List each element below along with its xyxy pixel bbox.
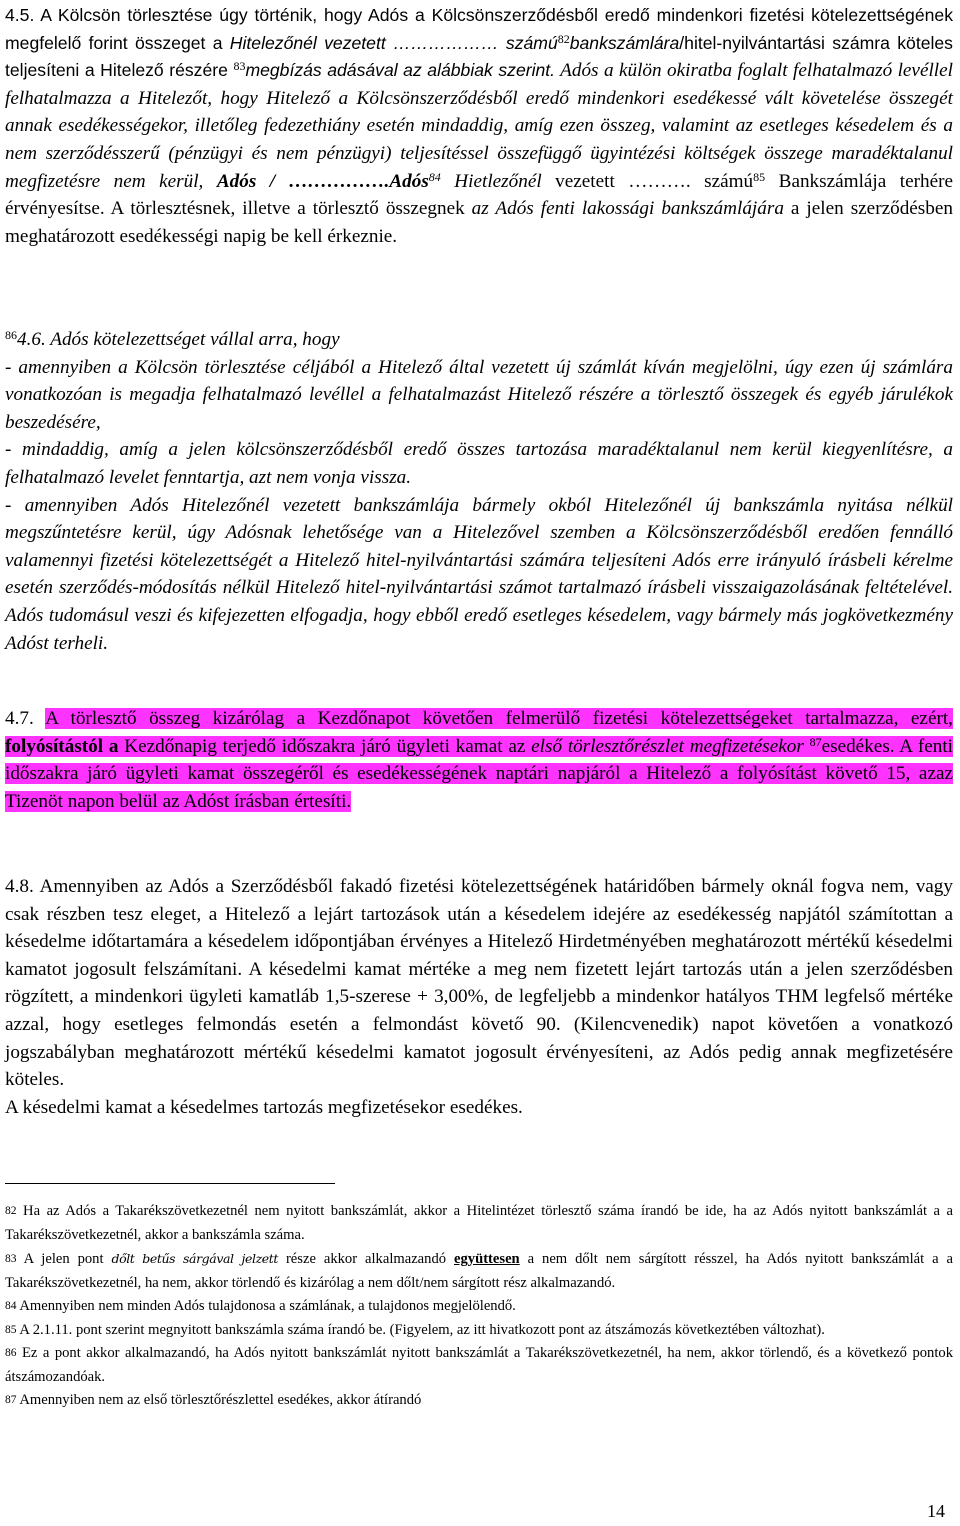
footnote-ref-83: 83 [233,59,246,74]
footnotes [5,1200,953,1413]
footnote-ref-84: 84 [428,169,441,184]
section-4-7 [5,705,953,815]
footnote-87: 87 Amennyiben nem az első törlesztőrészlettel esedékes, akkor átírandó [5,1392,422,1408]
footnote-84: 84 Amennyiben nem minden Adós tulajdonosa a számlának, a tulajdonos megjelölendő. [5,1298,516,1314]
section-4-8-number: 4.8. [5,876,34,897]
section-4-5: 4.5. A Kölcsön törlesztése úgy történik, hogy Adós a Kölcsönszerződésből eredő mindenkori fizetési kötelezettségének megfelelő forint összeget a Hitelezőnél vezetett ……………… számú$^{82}$bankszámlára/hitel-nyilvántartási számra köteles teljesíteni a Hitelező részére $^{83}$megbízás adásával az alábbiak szerint. Adós a külön okiratba foglalt felhatalmazó levéllel felhatalmazza a Hitelezőt, hogy Hitelező a Kölcsönszerződésből eredő mindenkori esedékessé vált követelése összegét annak esedékességekor, illetőleg fedezethiány esetén mindaddig, amíg ezen összeg, valamint az esetleges késedelem és a nem szerződésszerű (pénzügyi és nem pénzügyi) teljesítéssel összefüggő ügyintézési költségek összege maradéktalanul megfizetésre nem kerül, Adós / …………….Adós$^{84}$ Hietlezőnél vezetett ………. számú$^{85}$ Bankszámlája terhére érvényesítse. A törlesztésnek, illetve a törlesztő összegnek az Adós fenti lakossági bankszámlájára a jelen szerződésben meghatározott esedékességi napig be kell érkeznie. [5,5,953,247]
footnote-82: 82 Ha az Adós a Takarékszövetkezetnél nem nyitott bankszámlát, akkor a Hitelintézet törlesztő száma írandó be ide, ha az Adós nyitott bankszámlát a a Takarékszövetkezetnél, akkor a bankszámla száma. [5,1203,953,1243]
footnote-85: 85 A 2.1.11. pont szerint megnyitott bankszámla száma írandó be. (Figyelem, az itt hivatkozott pont az átszámozás következtében változhat). [5,1321,825,1338]
footnote-ref-87: 87 [809,734,822,749]
footnote-ref-85: 85 [753,169,766,184]
section-4-6-number: 4.6. [17,329,46,350]
highlighted-text: A törlesztő összeg kizárólag a Kezdőnapot követően felmerülő fizetési kötelezettségeket tartalmazza, ezért, folyósítástól a Kezdőnapig terjedő időszakra járó ügyleti kamat az első törlesztőrészlet megfizetésekor $^{87}$esedékes. A fenti időszakra járó ügyleti kamat összegéről és esedékességének naptári napjáról a Hitelező a folyósítást követő 15, azaz Tizenöt napon belül az Adóst írásban értesíti. [5,708,954,812]
footnote-86: 86 Ez a pont akkor alkalmazandó, ha Adós nyitott bankszámlát nyitott bankszámlát a Takarékszövetkezetnél, ha nem, akkor törlendő, és a következő pontok átszámozandóak. [5,1345,953,1385]
footnote-ref-86: 86 [5,328,17,342]
section-4-6: $^{86}$4.6. Adós kötelezettséget vállal arra, hogy - amennyiben a Kölcsön törlesztése céljából a Hitelező által vezetett új számlát kíván megjelölni, úgy ezen új számlára vonatkozóan is megadja felhatalmazó levéllel a felhatalmazást Hitelező részére a törlesztő összegek és egyéb járulékok beszedésére, - mindaddig, amíg a jelen kölcsönszerződésből eredő összes tartozása maradéktalanul nem kerül kiegyenlítésre, a felhatalmazó levelet fenntartja, azt nem vonja vissza. - amennyiben Adós Hitelezőnél vezetett bankszámlája bármely okból Hitelezőnél új bankszámla nyitása nélkül megszűntetésre kerül, úgy Adósnak lehetősége van a Hitelezővel szemben a Kölcsönszerződésből eredően fennálló valamennyi fizetési kötelezettségét a Hitelező hitel-nyilvántartási számára teljesíteni Adós erre irányuló írásbeli kérelme esetén szerződés-módosítás nélkül Hitelező hitel-nyilvántartási számot tartalmazó írásbeli visszaigazolásának feltételével. Adós tudomásul veszi és kifejezetten elfogadja, hogy ebből eredő esetleges késedelem, vagy bármely más jogkövetkezmény Adóst terheli. [5,328,953,654]
section-4-5-number: 4.5. [5,5,35,25]
page-number: 14 [927,1501,945,1521]
footnote-ref-82: 82 [557,31,570,46]
footnote-divider [5,1183,335,1184]
section-4-7-number: 4.7. [5,708,34,729]
footnote-83: 83 A jelen pont dőlt betűs sárgával jelzett része akkor alkalmazandó együttesen a nem dőlt nem sárgított résszel, ha Adós nyitott bankszámlát a a Takarékszövetkezetnél, ha nem, akkor törlendő és kizárólag a nem dőlt/nem sárgított rész alkalmazandó. [5,1251,954,1291]
section-4-8: 4.8. Amennyiben az Adós a Szerződésből fakadó fizetési kötelezettségének határidőben bármely oknál fogva nem, vagy csak részben tesz eleget, a Hitelező a lejárt tartozások után a késedelem idejére az esedékesség napjától számítottan a késedelme időtartamára a késedelem időpontjában érvényes a Hitelező Hirdetményében meghatározott mértékű késedelmi kamatot jogosult felszámítani. A késedelmi kamat mértéke a meg nem fizetett lejárt tartozás után a jelen szerződésben rögzített, a mindenkori ügyleti kamatláb 1,5-szerese + 3,00%, de legfeljebb a mindenkor hatályos THM legfelső mértéke azzal, hogy esetleges felmondás esetén a felmondást követő 90. (Kilencvenedik) napot követően a vonatkozó jogszabályban meghatározott mértékű késedelmi kamatot jogosult érvényesíteni, az Adós pedig annak megfizetésére köteles. A késedelmi kamat a késedelmes tartozás megfizetésekor esedékes. [5,876,953,1118]
